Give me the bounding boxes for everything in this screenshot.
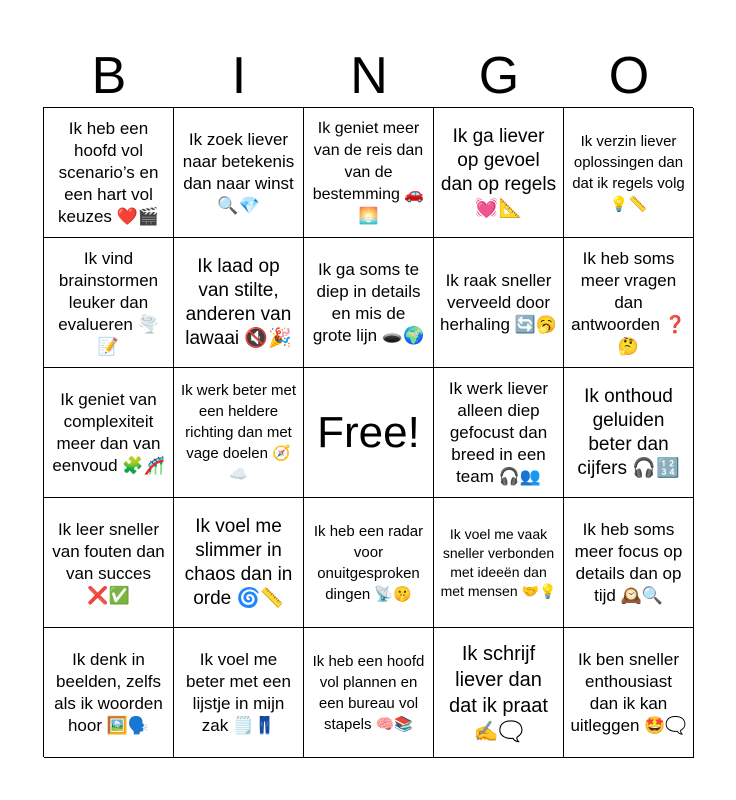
bingo-header: [44, 48, 694, 104]
bingo-cell[interactable]: [44, 628, 174, 758]
cell-text: Ik zoek liever naar betekenis dan naar winst 🔍💎: [182, 129, 295, 215]
header-letter-i: I: [231, 47, 247, 105]
header-letter-b: B: [91, 47, 127, 105]
bingo-cell[interactable]: [304, 238, 434, 368]
cell-text: Ik heb soms meer vragen dan antwoorden ❓🤔: [571, 248, 686, 356]
bingo-cell[interactable]: [304, 628, 434, 758]
bingo-cell[interactable]: [44, 368, 174, 498]
header-letter-g: G: [478, 47, 520, 105]
cell-text: Ik raak sneller verveeld door herhaling 🔄🥱: [440, 270, 557, 334]
bingo-cell[interactable]: [44, 238, 174, 368]
bingo-cell[interactable]: [564, 368, 694, 498]
cell-text: Ik heb een hoofd vol plannen en een bureau vol stapels 🧠📚: [312, 652, 425, 733]
bingo-cell[interactable]: [304, 108, 434, 238]
bingo-cell[interactable]: [564, 108, 694, 238]
cell-text: Ik ga liever op gevoel dan op regels 💓📐: [440, 125, 557, 219]
cell-text: Ik leer sneller van fouten dan van succes ❌✅: [52, 519, 165, 605]
cell-text: Ik geniet meer van de reis dan van de bestemming 🚗🌅: [312, 119, 425, 225]
bingo-cell[interactable]: [174, 368, 304, 498]
cell-text: Ik ga soms te diep in details en mis de grote lijn 🕳️🌍: [312, 259, 425, 345]
bingo-free-cell[interactable]: [304, 368, 434, 498]
header-letter-o: O: [608, 47, 650, 105]
cell-text: Ik vind brainstormen leuker dan evalueren 🌪️📝: [58, 248, 159, 356]
cell-text: Ik schrijf liever dan dat ik praat ✍️🗨️: [449, 642, 548, 743]
cell-text: Ik verzin liever oplossingen dan dat ik regels volg 💡📏: [572, 132, 685, 213]
bingo-cell[interactable]: [44, 498, 174, 628]
cell-text: Ik werk beter met een heldere richting dan met vage doelen 🧭☁️: [180, 382, 297, 483]
bingo-cell[interactable]: [174, 108, 304, 238]
bingo-cell[interactable]: [434, 108, 564, 238]
bingo-cell[interactable]: [434, 498, 564, 628]
cell-text: Ik laad op van stilte, anderen van lawaai 🔇🎉: [185, 255, 292, 349]
cell-text: Ik heb een hoofd vol scenario’s en een hart vol keuzes ❤️🎬: [58, 118, 159, 226]
bingo-cell[interactable]: [174, 628, 304, 758]
bingo-cell[interactable]: [434, 628, 564, 758]
bingo-cell[interactable]: [44, 108, 174, 238]
bingo-cell[interactable]: [564, 498, 694, 628]
header-letter-n: N: [350, 47, 388, 105]
cell-text: Ik voel me vaak sneller verbonden met ideeën dan met mensen 🤝💡: [440, 525, 557, 599]
bingo-cell[interactable]: [434, 238, 564, 368]
cell-text: Ik ben sneller enthousiast dan ik kan uitleggen 🤩🗨️: [570, 649, 687, 735]
cell-text: Ik voel me slimmer in chaos dan in orde 🌀📏: [184, 515, 293, 609]
bingo-cell[interactable]: [174, 498, 304, 628]
bingo-cell[interactable]: [174, 238, 304, 368]
bingo-card-grid: [43, 107, 693, 757]
cell-text: Ik heb een radar voor onuitgesproken dingen 📡🤫: [313, 522, 424, 603]
bingo-cell[interactable]: [434, 368, 564, 498]
free-space-text: Free!: [317, 407, 420, 457]
bingo-cell[interactable]: [304, 498, 434, 628]
cell-text: Ik voel me beter met een lijstje in mijn zak 🗒️👖: [186, 649, 291, 735]
cell-text: Ik heb soms meer focus op details dan op tijd 🕰️🔍: [574, 519, 683, 605]
bingo-cell[interactable]: [564, 238, 694, 368]
cell-text: Ik onthoud geluiden beter dan cijfers 🎧🔢: [577, 385, 680, 479]
cell-text: Ik werk liever alleen diep gefocust dan breed in een team 🎧👥: [448, 378, 549, 486]
cell-text: Ik geniet van complexiteit meer dan van eenvoud 🧩🎢: [52, 389, 165, 475]
cell-text: Ik denk in beelden, zelfs als ik woorden hoor 🖼️🗣️: [54, 649, 163, 735]
bingo-cell[interactable]: [564, 628, 694, 758]
